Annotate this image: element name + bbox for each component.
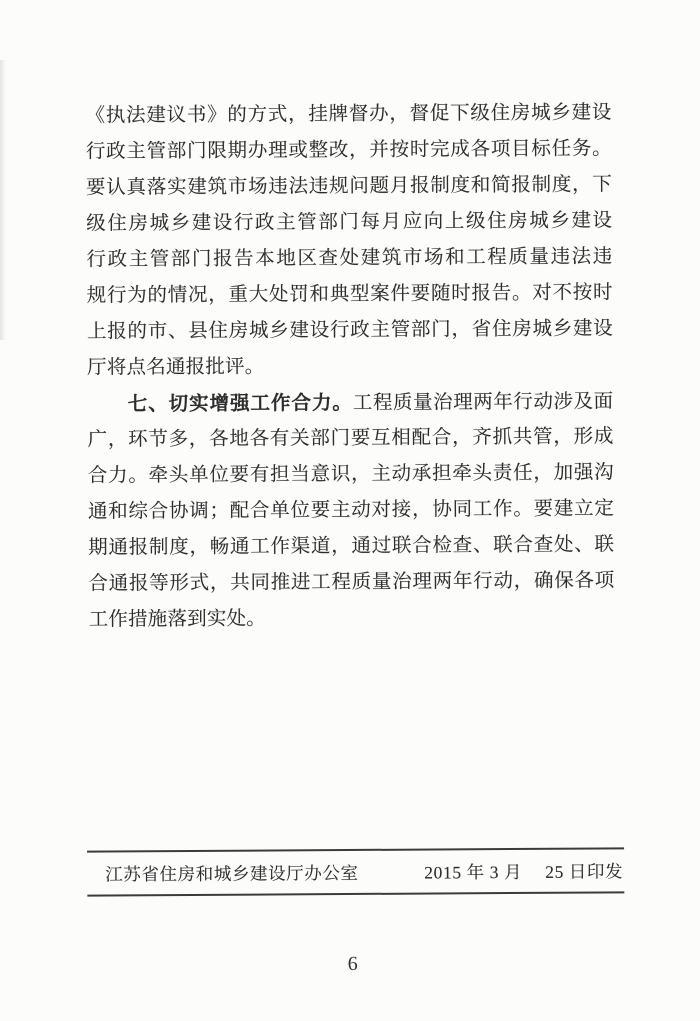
text-run: 工作措施落到实处。 xyxy=(88,608,267,631)
text-line xyxy=(85,95,611,134)
text-run: 通和综合协调；配合单位要主动对接，协同工作。要建立定 xyxy=(87,498,615,523)
text-run: 合力。牵头单位要有担当意识，主动承担牵头责任，加强沟 xyxy=(87,462,614,487)
text-run: 规行为的情况，重大处罚和典型案件要随时报告。对不按时 xyxy=(86,282,613,307)
text-line xyxy=(88,527,614,566)
text-run: 合通报等形式，共同推进工程质量治理两年行动，确保各项 xyxy=(88,570,615,595)
text-line xyxy=(86,203,612,242)
text-line xyxy=(87,275,613,314)
text-line xyxy=(87,311,613,350)
text-line xyxy=(88,455,614,494)
body-text xyxy=(85,95,614,638)
text-line xyxy=(86,239,612,278)
issuing-office: 江苏省住房和城乡建设厅办公室 xyxy=(105,862,359,885)
text-line xyxy=(88,563,614,602)
text-run: 《执法建议书》的方式，挂牌督办，督促下级住房城乡建设 xyxy=(85,102,612,127)
text-run: 工程质量治理两年行动涉及面 xyxy=(352,391,614,414)
page-number: 6 xyxy=(347,952,358,976)
text-line xyxy=(87,419,613,458)
text-run: 广，环节多，各地各有关部门要互相配合，齐抓共管，形成 xyxy=(87,426,614,451)
text-run: 要认真落实建筑市场违法违规问题月报制度和简报制度，下 xyxy=(85,174,613,199)
colophon xyxy=(87,847,624,896)
text-run: 期通报制度，畅通工作渠道，通过联合检查、联合查处、联 xyxy=(88,534,615,559)
text-run: 级住房城乡建设行政主管部门每月应向上级住房城乡建设 xyxy=(86,210,613,235)
text-line xyxy=(87,383,613,422)
text-line xyxy=(86,131,612,170)
text-run: 行政主管部门限期办理或整改，并按时完成各项目标任务。 xyxy=(85,138,612,163)
section-heading: 七、切实增强工作合力。 xyxy=(127,391,353,416)
text-run: 上报的市、县住房城乡建设行政主管部门，省住房城乡建设 xyxy=(86,318,613,343)
text-line xyxy=(87,347,613,386)
text-line xyxy=(89,599,615,638)
print-date: 2015 年 3 月 25 日印发 xyxy=(424,860,624,883)
text-line xyxy=(86,167,612,206)
text-run: 厅将点名通报批评。 xyxy=(87,356,265,379)
text-line xyxy=(88,491,614,530)
colophon-row xyxy=(87,849,624,894)
text-run: 行政主管部门报告本地区查处建筑市场和工程质量违法违 xyxy=(86,246,613,271)
